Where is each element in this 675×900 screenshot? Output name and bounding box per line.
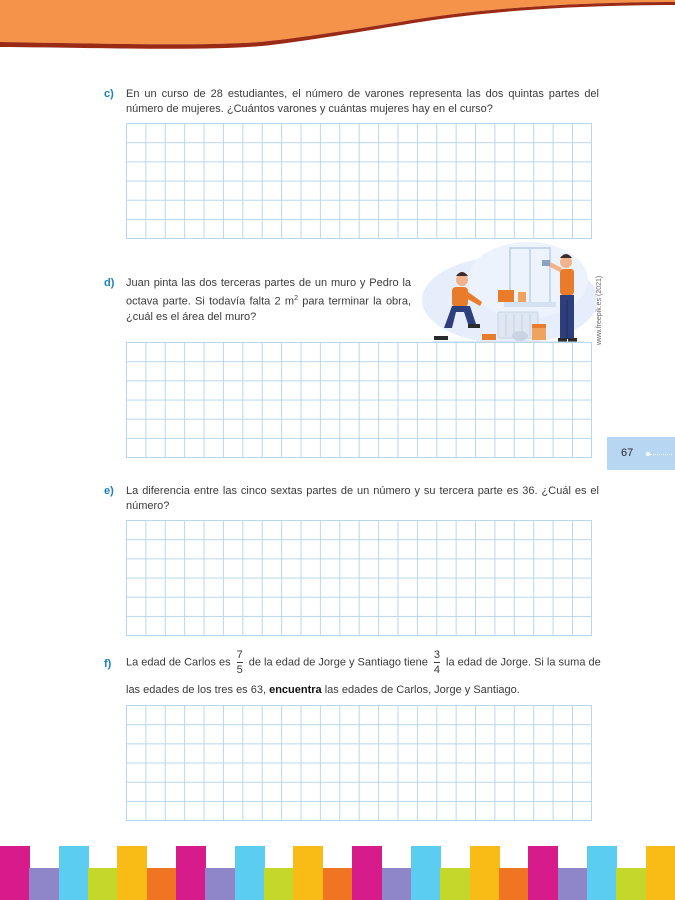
answer-grid-c[interactable]: [126, 123, 592, 239]
answer-grid-e[interactable]: [126, 520, 592, 636]
footer-color-block: [411, 846, 441, 900]
footer-color-block: [528, 846, 558, 900]
footer-color-block: [176, 846, 206, 900]
question-f-line2: [126, 683, 601, 698]
footer-color-block: [147, 868, 177, 900]
question-d-line1: Juan pinta las dos terceras partes de un muro y Pedro la: [126, 277, 411, 289]
question-e-text: La diferencia entre las cinco sextas partes de un número y su tercera parte es 36. ¿Cuál es el número?: [126, 485, 599, 512]
question-f-text-b: de la edad de Jorge y Santiago tiene: [248, 656, 428, 669]
question-d-line2: [126, 291, 411, 310]
page-number: 67: [621, 447, 634, 459]
footer-color-block: [470, 846, 500, 900]
question-d-letter: d): [104, 277, 115, 289]
question-e-letter: e): [104, 485, 114, 497]
fraction-2-denominator: 4: [433, 664, 441, 676]
footer-color-block: [440, 868, 470, 900]
top-banner: [0, 0, 675, 60]
footer-color-block: [117, 846, 147, 900]
question-f-line2-a: las edades de los tres es 63,: [126, 684, 267, 696]
footer-color-block: [382, 868, 412, 900]
image-credit: www.freepik.es (2021): [596, 275, 603, 345]
footer-color-block: [587, 846, 617, 900]
answer-grid-f[interactable]: [126, 705, 592, 821]
footer-color-block: [616, 868, 646, 900]
footer-color-block: [59, 846, 89, 900]
footer-color-block: [264, 868, 294, 900]
footer-color-block: [646, 846, 675, 900]
fraction-three-quarters: [434, 649, 440, 676]
question-c-text: En un curso de 28 estudiantes, el número de varones representa las dos quintas partes del número de mujeres. ¿Cuántos varones y cuántas mujeres hay en el curso?: [126, 88, 599, 115]
fraction-2-bar: [434, 662, 440, 663]
question-f-bold-verb: encuentra: [269, 684, 322, 696]
question-f-text-a: La edad de Carlos es: [126, 656, 231, 669]
answer-grid-d[interactable]: [126, 342, 592, 458]
fraction-1-numerator: 7: [236, 649, 243, 661]
painters-illustration: [418, 240, 598, 346]
footer-color-block: [323, 868, 353, 900]
question-d-line3: ¿cuál es el área del muro?: [126, 310, 257, 323]
footer-color-block: [293, 846, 323, 900]
footer-color-block: [205, 868, 235, 900]
question-f-text-c: la edad de Jorge. Si la suma de: [446, 656, 601, 669]
footer-color-block: [352, 846, 382, 900]
footer-color-block: [29, 868, 59, 900]
fraction-1-bar: [237, 662, 243, 663]
question-c-letter: c): [104, 88, 114, 100]
question-f-line1: [126, 649, 601, 676]
question-f-letter: f): [104, 658, 112, 670]
fraction-seven-fifths: [237, 649, 243, 676]
superscript-two: 2: [294, 295, 298, 302]
footer-color-block: [235, 846, 265, 900]
question-f-line2-b: las edades de Carlos, Jorge y Santiago.: [324, 684, 520, 696]
fraction-1-denominator: 5: [236, 664, 243, 676]
footer-color-block: [499, 868, 529, 900]
question-d-line2-b: para terminar la obra,: [297, 295, 412, 308]
footer-color-block: [88, 868, 118, 900]
question-d-line2-a: octava parte. Si todavía falta 2 m: [126, 295, 295, 308]
page-tab-line: [650, 454, 672, 455]
footer-color-block: [558, 868, 588, 900]
footer-color-block: [0, 846, 30, 900]
fraction-2-numerator: 3: [433, 649, 441, 661]
question-d-text: [126, 276, 411, 325]
